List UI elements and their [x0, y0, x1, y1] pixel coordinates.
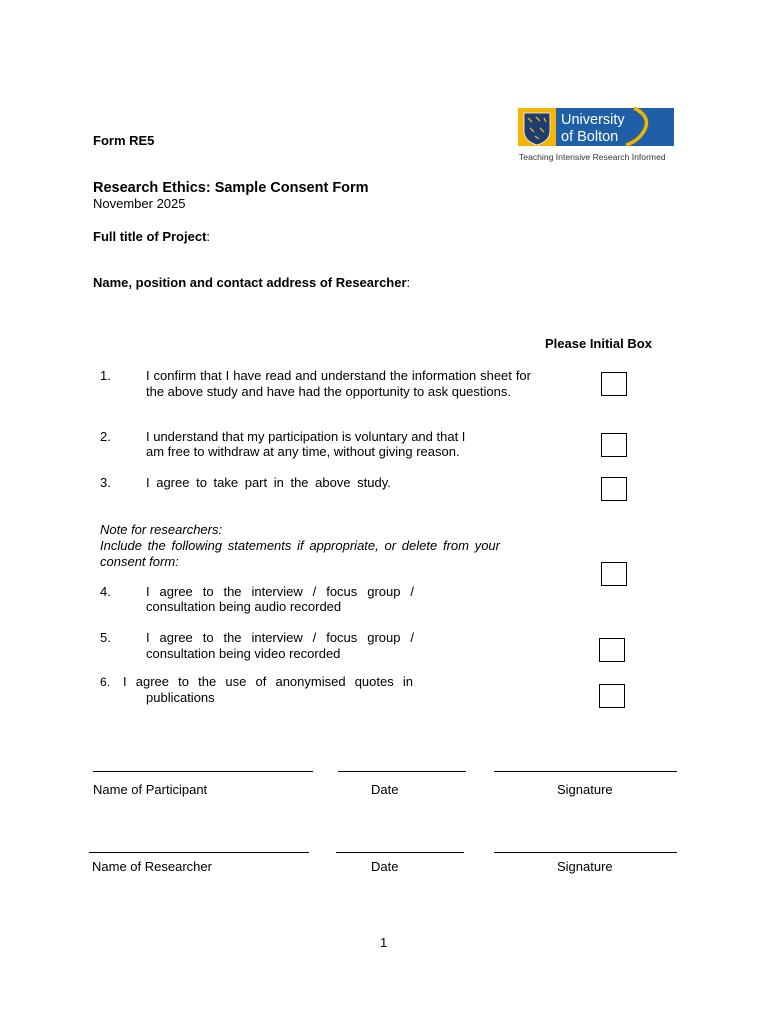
project-title-label: Full title of Project: [93, 229, 207, 244]
statement-1-text: I confirm that I have read and understand the information sheet for the above study and have had the opportunity to ask questions.: [146, 368, 531, 399]
participant-signature-label: Signature: [557, 782, 613, 797]
statement-4-number: 4.: [100, 584, 111, 599]
statement-3-text: I agree to take part in the above study.: [146, 475, 391, 490]
page-number: 1: [380, 935, 388, 950]
initial-box-3[interactable]: [601, 477, 627, 501]
statement-6-number: 6.: [100, 675, 111, 689]
statement-4-line1: I agree to the interview / focus group /: [146, 584, 414, 599]
initial-box-4[interactable]: [601, 562, 627, 586]
university-logo: [518, 104, 676, 164]
participant-date-label: Date: [371, 782, 399, 797]
note-text: Include the following statements if appropriate, or delete from your consent form:: [100, 538, 500, 569]
researcher-details-label: Name, position and contact address of Researcher: [93, 275, 407, 290]
project-title-colon: :: [206, 229, 211, 244]
project-title-field: [93, 229, 210, 245]
participant-date-line[interactable]: [338, 771, 466, 772]
researcher-date-label: Date: [371, 859, 399, 874]
logo-line1: University: [561, 112, 625, 128]
form-date: November 2025: [93, 196, 186, 211]
page-title: Research Ethics: Sample Consent Form: [93, 180, 369, 196]
initial-box-heading: Please Initial Box: [545, 336, 652, 351]
statement-4-line2: consultation being audio recorded: [146, 599, 342, 614]
statement-3-number: 3.: [100, 475, 111, 490]
statement-2-line1: I understand that my participation is voluntary and that I: [146, 429, 466, 444]
participant-name-line[interactable]: [93, 771, 313, 772]
statement-6-line2: publications: [146, 690, 215, 705]
participant-name-label: Name of Participant: [93, 782, 208, 797]
initial-box-2[interactable]: [601, 433, 627, 457]
initial-box-5[interactable]: [599, 638, 625, 662]
logo-line2: of Bolton: [561, 129, 619, 145]
note-heading: Note for researchers:: [100, 522, 223, 537]
researcher-name-label: Name of Researcher: [92, 859, 212, 874]
statement-5-line1: I agree to the interview / focus group /: [146, 630, 414, 645]
initial-box-1[interactable]: [601, 372, 627, 396]
statement-2-number: 2.: [100, 429, 111, 444]
statement-5-line2: consultation being video recorded: [146, 646, 341, 661]
participant-signature-line[interactable]: [494, 771, 677, 772]
form-id: Form RE5: [93, 133, 155, 148]
university-of-bolton-logo: [518, 104, 676, 164]
researcher-signature-line[interactable]: [494, 852, 677, 853]
statement-5-number: 5.: [100, 630, 111, 645]
researcher-signature-label: Signature: [557, 859, 613, 874]
researcher-details-field: [93, 275, 410, 291]
researcher-date-line[interactable]: [336, 852, 464, 853]
statement-6-line1: I agree to the use of anonymised quotes in: [123, 674, 413, 689]
researcher-details-colon: :: [406, 275, 411, 290]
researcher-name-line[interactable]: [89, 852, 309, 853]
initial-box-6[interactable]: [599, 684, 625, 708]
statement-1-number: 1.: [100, 368, 111, 383]
statement-2-line2: am free to withdraw at any time, without giving reason.: [146, 444, 460, 459]
logo-tagline: Teaching Intensive Research Informed: [519, 152, 666, 162]
